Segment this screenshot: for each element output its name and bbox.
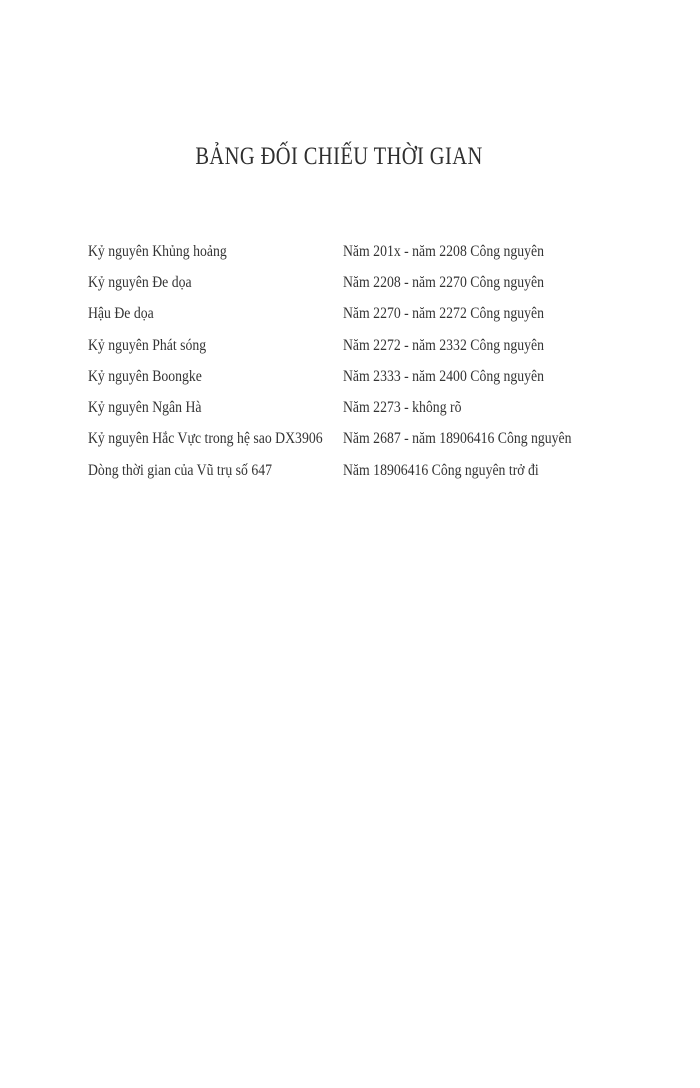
era-span: Năm 2208 - năm 2270 Công nguyên [343,273,545,291]
era-name: Kỷ nguyên Phát sóng [88,336,207,354]
era-span: Năm 201x - năm 2208 Công nguyên [343,242,545,260]
era-name: Kỷ nguyên Ngân Hà [88,399,202,417]
era-name: Kỷ nguyên Boongke [88,367,202,385]
timeline-row [88,299,648,330]
era-name: Kỷ nguyên Đe dọa [88,273,192,291]
timeline-row [88,330,648,361]
era-name: Kỷ nguyên Hắc Vực trong hệ sao DX3906 [88,430,323,448]
timeline-row [88,361,648,392]
era-span: Năm 2687 - năm 18906416 Công nguyên [343,430,572,448]
timeline-row [88,455,648,486]
era-name: Hậu Đe dọa [88,305,154,323]
era-span: Năm 18906416 Công nguyên trở đi [343,461,539,479]
era-span: Năm 2333 - năm 2400 Công nguyên [343,367,545,385]
era-name: Kỷ nguyên Khủng hoảng [88,242,227,260]
timeline-row [88,424,648,455]
era-span: Năm 2272 - năm 2332 Công nguyên [343,336,545,354]
timeline-row [88,236,648,267]
timeline-row [88,392,648,423]
era-span: Năm 2270 - năm 2272 Công nguyên [343,305,545,323]
timeline-row [88,267,648,298]
timeline-table [88,236,648,486]
era-span: Năm 2273 - không rõ [343,399,462,417]
era-name: Dòng thời gian của Vũ trụ số 647 [88,461,272,479]
page-title: BẢNG ĐỐI CHIẾU THỜI GIAN [195,143,483,170]
